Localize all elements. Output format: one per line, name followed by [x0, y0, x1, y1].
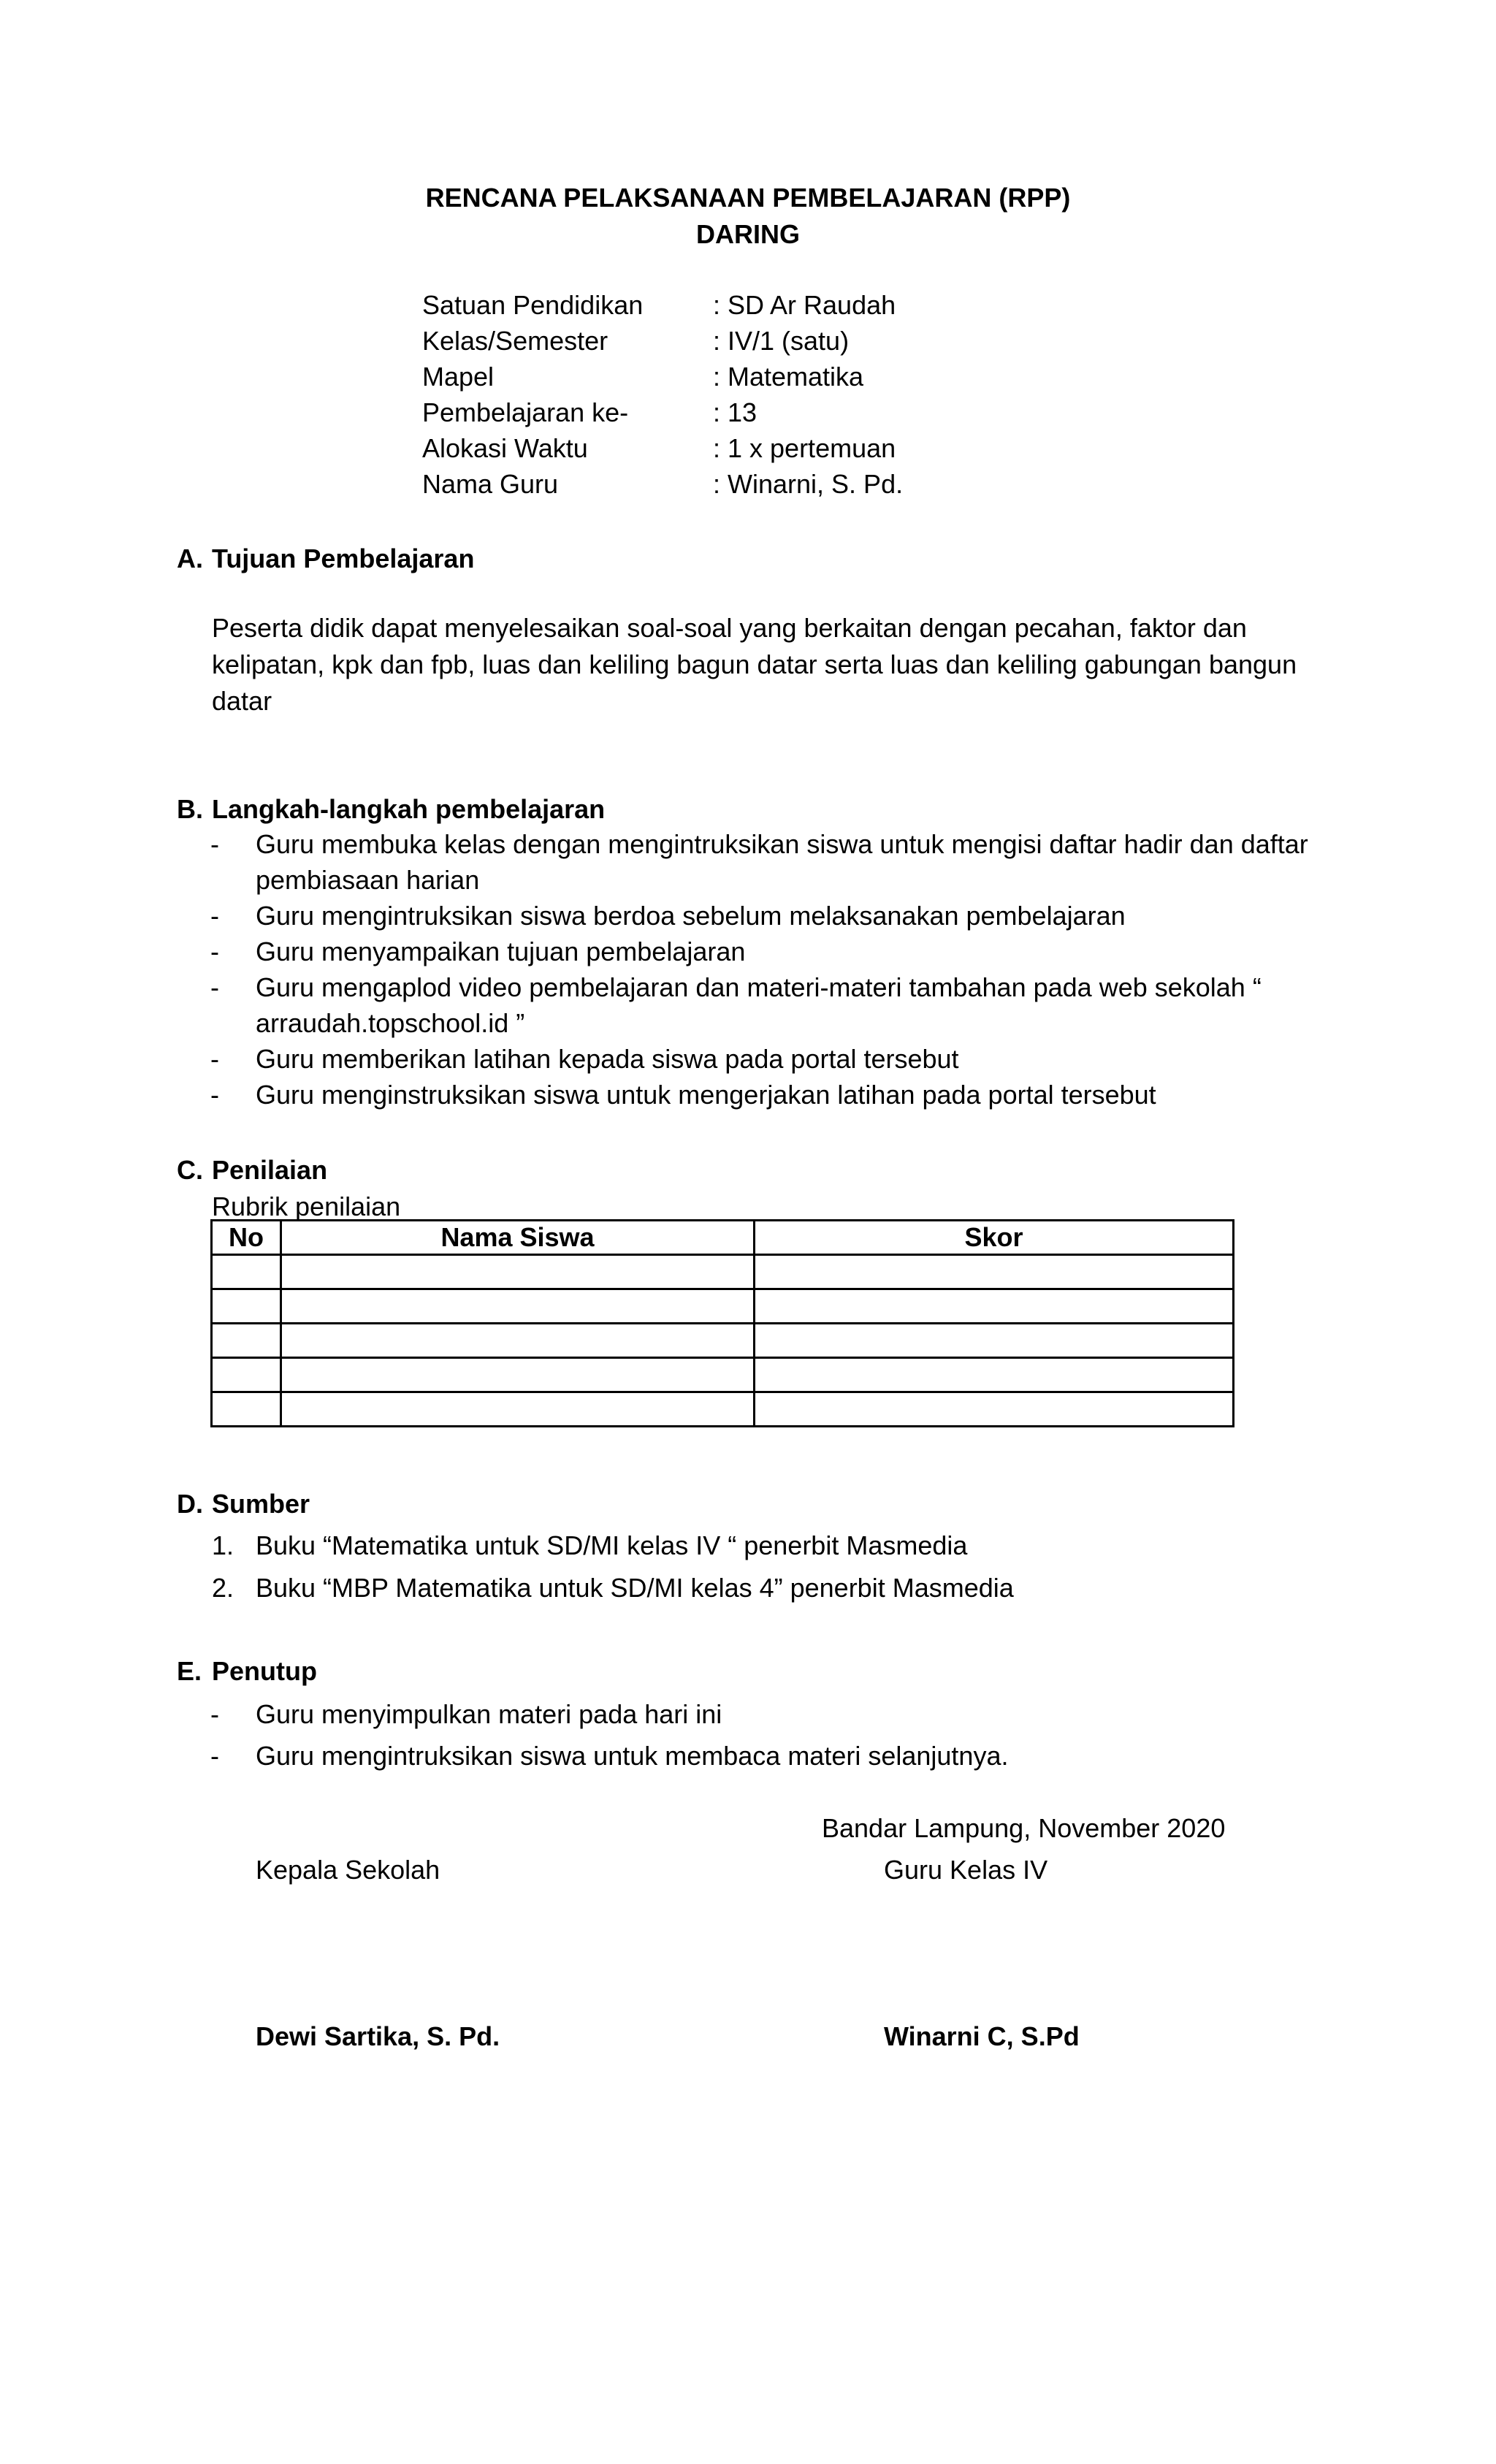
source-number: 1. [212, 1530, 234, 1560]
identity-value: : 13 [713, 397, 757, 427]
identity-label: Satuan Pendidikan [422, 290, 644, 320]
section-e-heading: Penutup [212, 1656, 317, 1686]
list-item: - Guru menyimpulkan materi pada hari ini [210, 1699, 722, 1729]
right-role: Guru Kelas IV [884, 1855, 1048, 1885]
identity-value: : SD Ar Raudah [713, 290, 896, 320]
identity-value: : Matematika [713, 362, 864, 392]
place-date: Bandar Lampung, November 2020 [822, 1813, 1226, 1843]
source-text: Buku “Matematika untuk SD/MI kelas IV “ penerbit Masmedia [256, 1530, 968, 1560]
identity-label: Alokasi Waktu [422, 433, 588, 463]
list-item: - Guru memberikan latihan kepada siswa pada portal tersebut [210, 1044, 959, 1074]
identity-label: Pembelajaran ke- [422, 397, 629, 427]
header-no: No [212, 1221, 281, 1255]
identity-value: : IV/1 (satu) [713, 326, 850, 356]
section-e-letter: E. [177, 1656, 202, 1686]
section-a-letter: A. [177, 543, 203, 573]
section-c-heading: Penilaian [212, 1155, 328, 1185]
section-a-heading: Tujuan Pembelajaran [212, 543, 475, 573]
identity-value: : 1 x pertemuan [713, 433, 896, 463]
list-item: - Guru mengintruksikan siswa untuk membaca materi selanjutnya. [210, 1741, 1009, 1771]
table-row [212, 1324, 1234, 1358]
steps-list [175, 826, 1359, 1113]
table-row [212, 1289, 1234, 1324]
section-b-letter: B. [177, 794, 203, 824]
section-d-letter: D. [177, 1489, 203, 1519]
source-number: 2. [212, 1573, 234, 1603]
list-item: - Guru mengintruksikan siswa berdoa sebelum melaksanakan pembelajaran [210, 901, 1126, 931]
list-item: - Guru mengaplod video pembelajaran dan materi-materi tambahan pada web sekolah “ arraudah.topschool.id ” [210, 972, 1262, 1038]
list-item: - Guru menginstruksikan siswa untuk mengerjakan latihan pada portal tersebut [210, 1080, 1156, 1110]
list-item: - Guru menyampaikan tujuan pembelajaran [210, 937, 746, 966]
section-d-heading: Sumber [212, 1489, 310, 1519]
document-title: RENCANA PELAKSANAAN PEMBELAJARAN (RPP) [425, 183, 1071, 213]
rubric-table [210, 1219, 1234, 1427]
left-signatory-name: Dewi Sartika, S. Pd. [256, 2021, 500, 2051]
right-signatory-name: Winarni C, S.Pd [884, 2021, 1080, 2051]
section-a-text: Peserta didik dapat menyelesaikan soal-soal yang berkaitan dengan pecahan, faktor dan kelipatan, kpk dan fpb, luas dan keliling bagun datar serta luas dan keliling gabungan bangun datar [212, 613, 1297, 716]
table-header-row [212, 1221, 1234, 1255]
left-role: Kepala Sekolah [256, 1855, 440, 1885]
identity-label: Nama Guru [422, 469, 559, 499]
section-c-letter: C. [177, 1155, 203, 1185]
source-text: Buku “MBP Matematika untuk SD/MI kelas 4” penerbit Masmedia [256, 1573, 1014, 1603]
header-nama-siswa: Nama Siswa [281, 1221, 755, 1255]
rubric-caption: Rubrik penilaian [212, 1191, 401, 1221]
identity-label: Kelas/Semester [422, 326, 608, 356]
list-item: - Guru membuka kelas dengan mengintruksikan siswa untuk mengisi daftar hadir dan daftar pembiasaan harian [210, 829, 1308, 895]
table-row [212, 1358, 1234, 1392]
section-b-heading: Langkah-langkah pembelajaran [212, 794, 606, 824]
closing-list [175, 1693, 1359, 1777]
identity-value: : Winarni, S. Pd. [713, 469, 904, 499]
table-row [212, 1392, 1234, 1427]
document-subtitle: DARING [696, 219, 800, 249]
header-skor: Skor [755, 1221, 1234, 1255]
identity-label: Mapel [422, 362, 495, 392]
table-row [212, 1255, 1234, 1289]
